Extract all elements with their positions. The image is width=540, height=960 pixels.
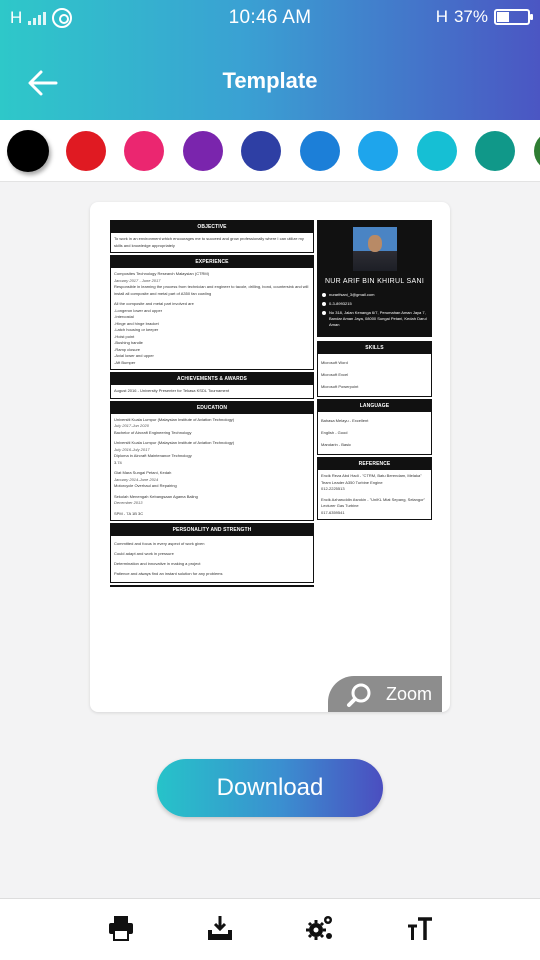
- list-item: -Hoist point: [114, 333, 135, 339]
- achievements-section: [110, 372, 314, 399]
- description: Responsible in learning the process from technician and engineer to tacole, drilling, bond, countersink and will install all composite and metal part of A350 fan cowling: [114, 284, 309, 296]
- list-item: -Latch housing or keeper: [114, 327, 159, 332]
- phone-line: [322, 301, 427, 307]
- status-time: 10:46 AM: [228, 7, 312, 28]
- reference-section: [317, 457, 432, 520]
- list-item: Microsoft Excel: [321, 372, 349, 377]
- section-heading: SKILLS: [318, 342, 431, 354]
- school: Universiti Kuala Lumpur (Malaysian Institute of Aviation Technology): [114, 416, 235, 422]
- period: January 2014-June 2014: [114, 476, 159, 482]
- page-title: Template: [222, 68, 318, 93]
- period: July 2017-Jun 2020: [114, 423, 149, 428]
- zoom-button[interactable]: [328, 676, 442, 712]
- battery-icon: [494, 9, 530, 25]
- grade: 3.74: [114, 459, 122, 465]
- reference-name: Encik Azharuddin Asrokin - "UniKL Miat Sepang, Selangor": [321, 496, 426, 502]
- color-picker: [0, 120, 540, 182]
- color-swatch[interactable]: [241, 131, 281, 171]
- detail: Diploma in Aircraft Maintenance Technology: [114, 453, 192, 458]
- color-swatch[interactable]: [534, 131, 540, 171]
- grade: SPM - 7A 1B 3C: [114, 510, 144, 516]
- list-item: -Intercostal: [114, 314, 134, 319]
- experience-section: [110, 255, 314, 370]
- list-item: -Longeron lower and upper: [114, 307, 163, 313]
- color-swatch[interactable]: [124, 131, 164, 171]
- list-item: Determination and innovative in making a project: [114, 561, 201, 566]
- color-swatch[interactable]: [475, 131, 515, 171]
- resume-left-column: [110, 220, 314, 587]
- list-item: Patience and always find an instant solution for any problems: [114, 571, 223, 576]
- status-right: [436, 7, 530, 27]
- address: No 318, Jalan Kenanga 6/7, Perumahan Aman Jaya 7, Bandar Aman Jaya, 08000 Sungai Petani, Kedah Darul Aman: [329, 310, 427, 327]
- list-item: Committed and focus in every aspect of work given: [114, 541, 205, 546]
- detail: Bachelor of Aircraft Engineering Technology: [114, 429, 192, 435]
- reference-phone: 017-6359541: [321, 509, 345, 515]
- section-heading: REFERENCE: [318, 458, 431, 470]
- list-item: -Ramp closure: [114, 346, 141, 352]
- email-line: [322, 292, 427, 298]
- list-item: English - Good: [321, 430, 348, 435]
- status-bar: [0, 0, 540, 38]
- objective-text: To work in an environment which encourages me to succeed and grow professionally where I can utilize my skills and knowledge appropriately: [114, 236, 304, 248]
- language-section: [317, 399, 432, 455]
- list-item: -Hinge and hinge bracket: [114, 320, 159, 326]
- settings-gears-icon[interactable]: [305, 913, 335, 943]
- personality-section: [110, 523, 314, 583]
- top-bar: [0, 0, 540, 120]
- color-swatch[interactable]: [358, 131, 398, 171]
- battery-percent: 37%: [453, 7, 488, 26]
- company: Composites Technology Research Malaysian (CTRM): [114, 271, 210, 276]
- color-swatch[interactable]: [183, 131, 223, 171]
- school: Giat Mara Sungai Petani, Kedah: [114, 470, 172, 475]
- download-button[interactable]: Download: [157, 759, 383, 817]
- reference-role: Team Leader A350 Turbine Engine: [321, 479, 383, 485]
- color-swatch[interactable]: [7, 130, 49, 172]
- section-heading: OBJECTIVE: [111, 221, 313, 233]
- achievement-text: August 2016 - University Presenter for Tekasa KSDL Tournament: [114, 388, 230, 393]
- email-icon: [322, 293, 326, 297]
- section-heading: LANGUAGE: [318, 400, 431, 412]
- network-type-right: H: [435, 7, 448, 26]
- objective-section: [110, 220, 314, 253]
- resume-right-column: [317, 220, 432, 522]
- bottom-toolbar: [0, 898, 540, 960]
- location-icon: [322, 311, 326, 315]
- list-item: Could adapt and work in pressure: [114, 551, 174, 556]
- reference-phone: 012-2225513: [321, 486, 345, 491]
- reference-name: Encik Reza Abd Hadi - "CTRM, Batu Berendam, Melaka": [321, 473, 422, 478]
- school: Universiti Kuala Lumpur (Malaysian Institute of Aviation Technology): [114, 440, 235, 445]
- printer-icon[interactable]: [106, 913, 136, 943]
- address-line: [322, 310, 427, 328]
- list-item: Microsoft Powerpoint: [321, 384, 359, 389]
- color-swatch[interactable]: [66, 131, 106, 171]
- education-section: [110, 401, 314, 522]
- list-item: -Bushing handle: [114, 340, 143, 345]
- email: nurarifsani_3@gmail.com: [329, 292, 375, 297]
- magnifier-icon: [346, 682, 372, 708]
- list-item: -Aft Bumper: [114, 359, 136, 365]
- list-item: Bahasa Melayu - Excellent: [321, 418, 369, 423]
- template-preview-card: [90, 202, 450, 712]
- color-swatch[interactable]: [300, 131, 340, 171]
- section-heading: EXPERIENCE: [111, 256, 313, 268]
- download-tray-icon[interactable]: [205, 913, 235, 943]
- color-swatch[interactable]: [417, 131, 457, 171]
- list-item: Mandarin - Basic: [321, 442, 352, 447]
- reference-role: Lecturer Gas Turbine: [321, 503, 359, 508]
- school: Sekolah Menengah Kebangsaan Agama Baling: [114, 493, 198, 499]
- profile-photo: [353, 227, 397, 271]
- phone-icon: [322, 302, 326, 306]
- period: December 2013: [114, 500, 143, 505]
- detail: Motorcycle Overhaul and Repairing: [114, 483, 177, 488]
- network-type: H: [10, 8, 23, 27]
- text-size-icon[interactable]: [405, 913, 435, 943]
- list-item: -Axial lower and upper: [114, 353, 154, 358]
- parts-intro: All the composite and metal part involved are: [114, 301, 194, 306]
- section-heading: EDUCATION: [111, 402, 313, 414]
- profile-block: [317, 220, 432, 337]
- skills-section: [317, 341, 432, 397]
- list-item: Microsoft Word: [321, 360, 348, 365]
- profile-name: NUR ARIF BIN KHIRUL SANI: [324, 278, 425, 285]
- period: July 2016-July 2017: [114, 446, 150, 452]
- section-heading: ACHIEVEMENTS & AWARDS: [111, 373, 313, 385]
- phone: 0-3-8993215: [329, 301, 352, 306]
- section-heading: PERSONALITY AND STRENGTH: [111, 524, 313, 536]
- zoom-label: Zoom: [386, 684, 433, 704]
- app-bar: [0, 58, 540, 108]
- resume-preview: [110, 220, 432, 652]
- divider: [110, 585, 314, 587]
- period: January 2017 - June 2017: [114, 277, 161, 283]
